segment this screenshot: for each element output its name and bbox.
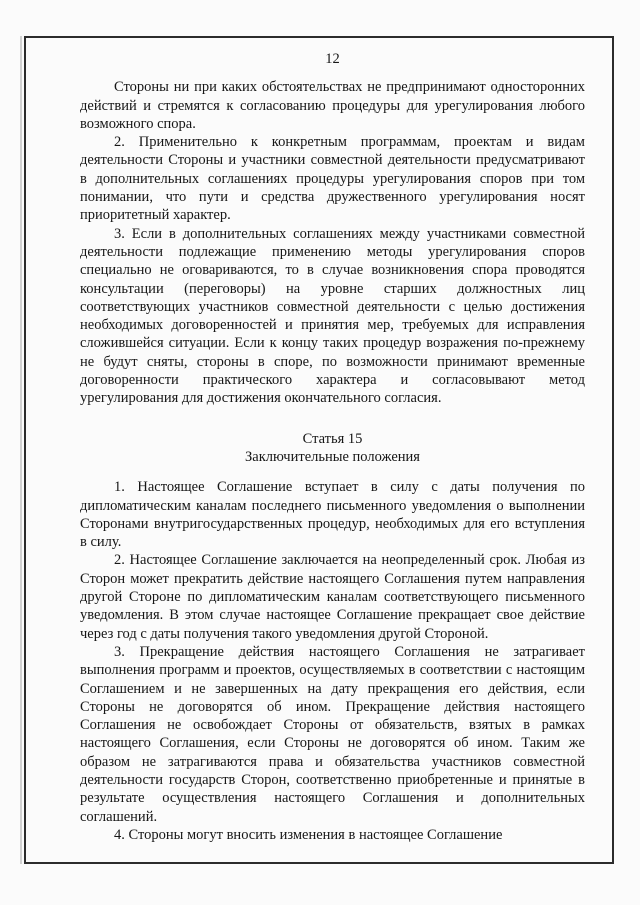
- page-content: [80, 50, 585, 844]
- paragraph: Стороны ни при каких обстоятельствах не предпринимают односторонних действий и стремятся к согласованию процедуры для урегулирования любого возможного спора.: [80, 79, 585, 132]
- paragraph: 3. Прекращение действия настоящего Соглашения не затрагивает выполнения программ и проектов, осуществляемых в соответствии с настоящим Соглашением и не завершенных на дату прекращения его действия, если Стороны не договорятся об ином. Прекращение действия настоящего Соглашения не освобождает Стороны от обязательств, взятых в рамках настоящего Соглашения, если Стороны не договорятся об ином. Таким же образом не затрагиваются права и обязательства участников совместной деятельности государств Сторон, соответственно приобретенные и принятые в результате осуществления настоящего Соглашения и дополнительных соглашений.: [80, 643, 585, 825]
- paragraph: 4. Стороны могут вносить изменения в настоящее Соглашение: [114, 826, 503, 843]
- paragraph: 3. Если в дополнительных соглашениях между участниками совместной деятельности подлежащие применению методы урегулирования споров специально не оговариваются, то в случае возникновения спора проводятся консультации (переговоры) на уровне старших должностных лиц соответствующих участников совместной деятельности с целью достижения необходимых договоренностей и принятия мер, требуемых для исправления сложившейся ситуации. Если к концу таких процедур возражения по-прежнему не будут сняты, стороны в споре, по возможности принимают временные договоренности практического характера и согласовывают метод урегулирования для достижения окончательного согласия.: [80, 225, 585, 407]
- article-heading: [80, 430, 585, 467]
- article-title: Заключительные положения: [245, 448, 420, 465]
- scan-edge: [20, 36, 22, 864]
- article-number: Статья 15: [302, 430, 363, 447]
- paragraph: 2. Применительно к конкретным программам, проектам и видам деятельности Стороны и участники совместной деятельности предусматривают в дополнительных соглашениях процедуры урегулирования споров при том понимании, что пути и средства дружественного урегулирования носят приоритетный характер.: [80, 134, 585, 224]
- paragraph: 1. Настоящее Соглашение вступает в силу с даты получения по дипломатическим каналам последнего письменного уведомления о выполнении Сторонами внутригосударственных процедур, необходимых для его вступления в силу.: [80, 479, 585, 551]
- paragraph: 2. Настоящее Соглашение заключается на неопределенный срок. Любая из Сторон может прекратить действие настоящего Соглашения путем направления другой Стороне по дипломатическим каналам соответствующего письменного уведомления. В этом случае настоящее Соглашение прекращает свое действие через год с даты получения такого уведомления другой Стороной.: [80, 552, 585, 642]
- page-number: 12: [325, 51, 340, 67]
